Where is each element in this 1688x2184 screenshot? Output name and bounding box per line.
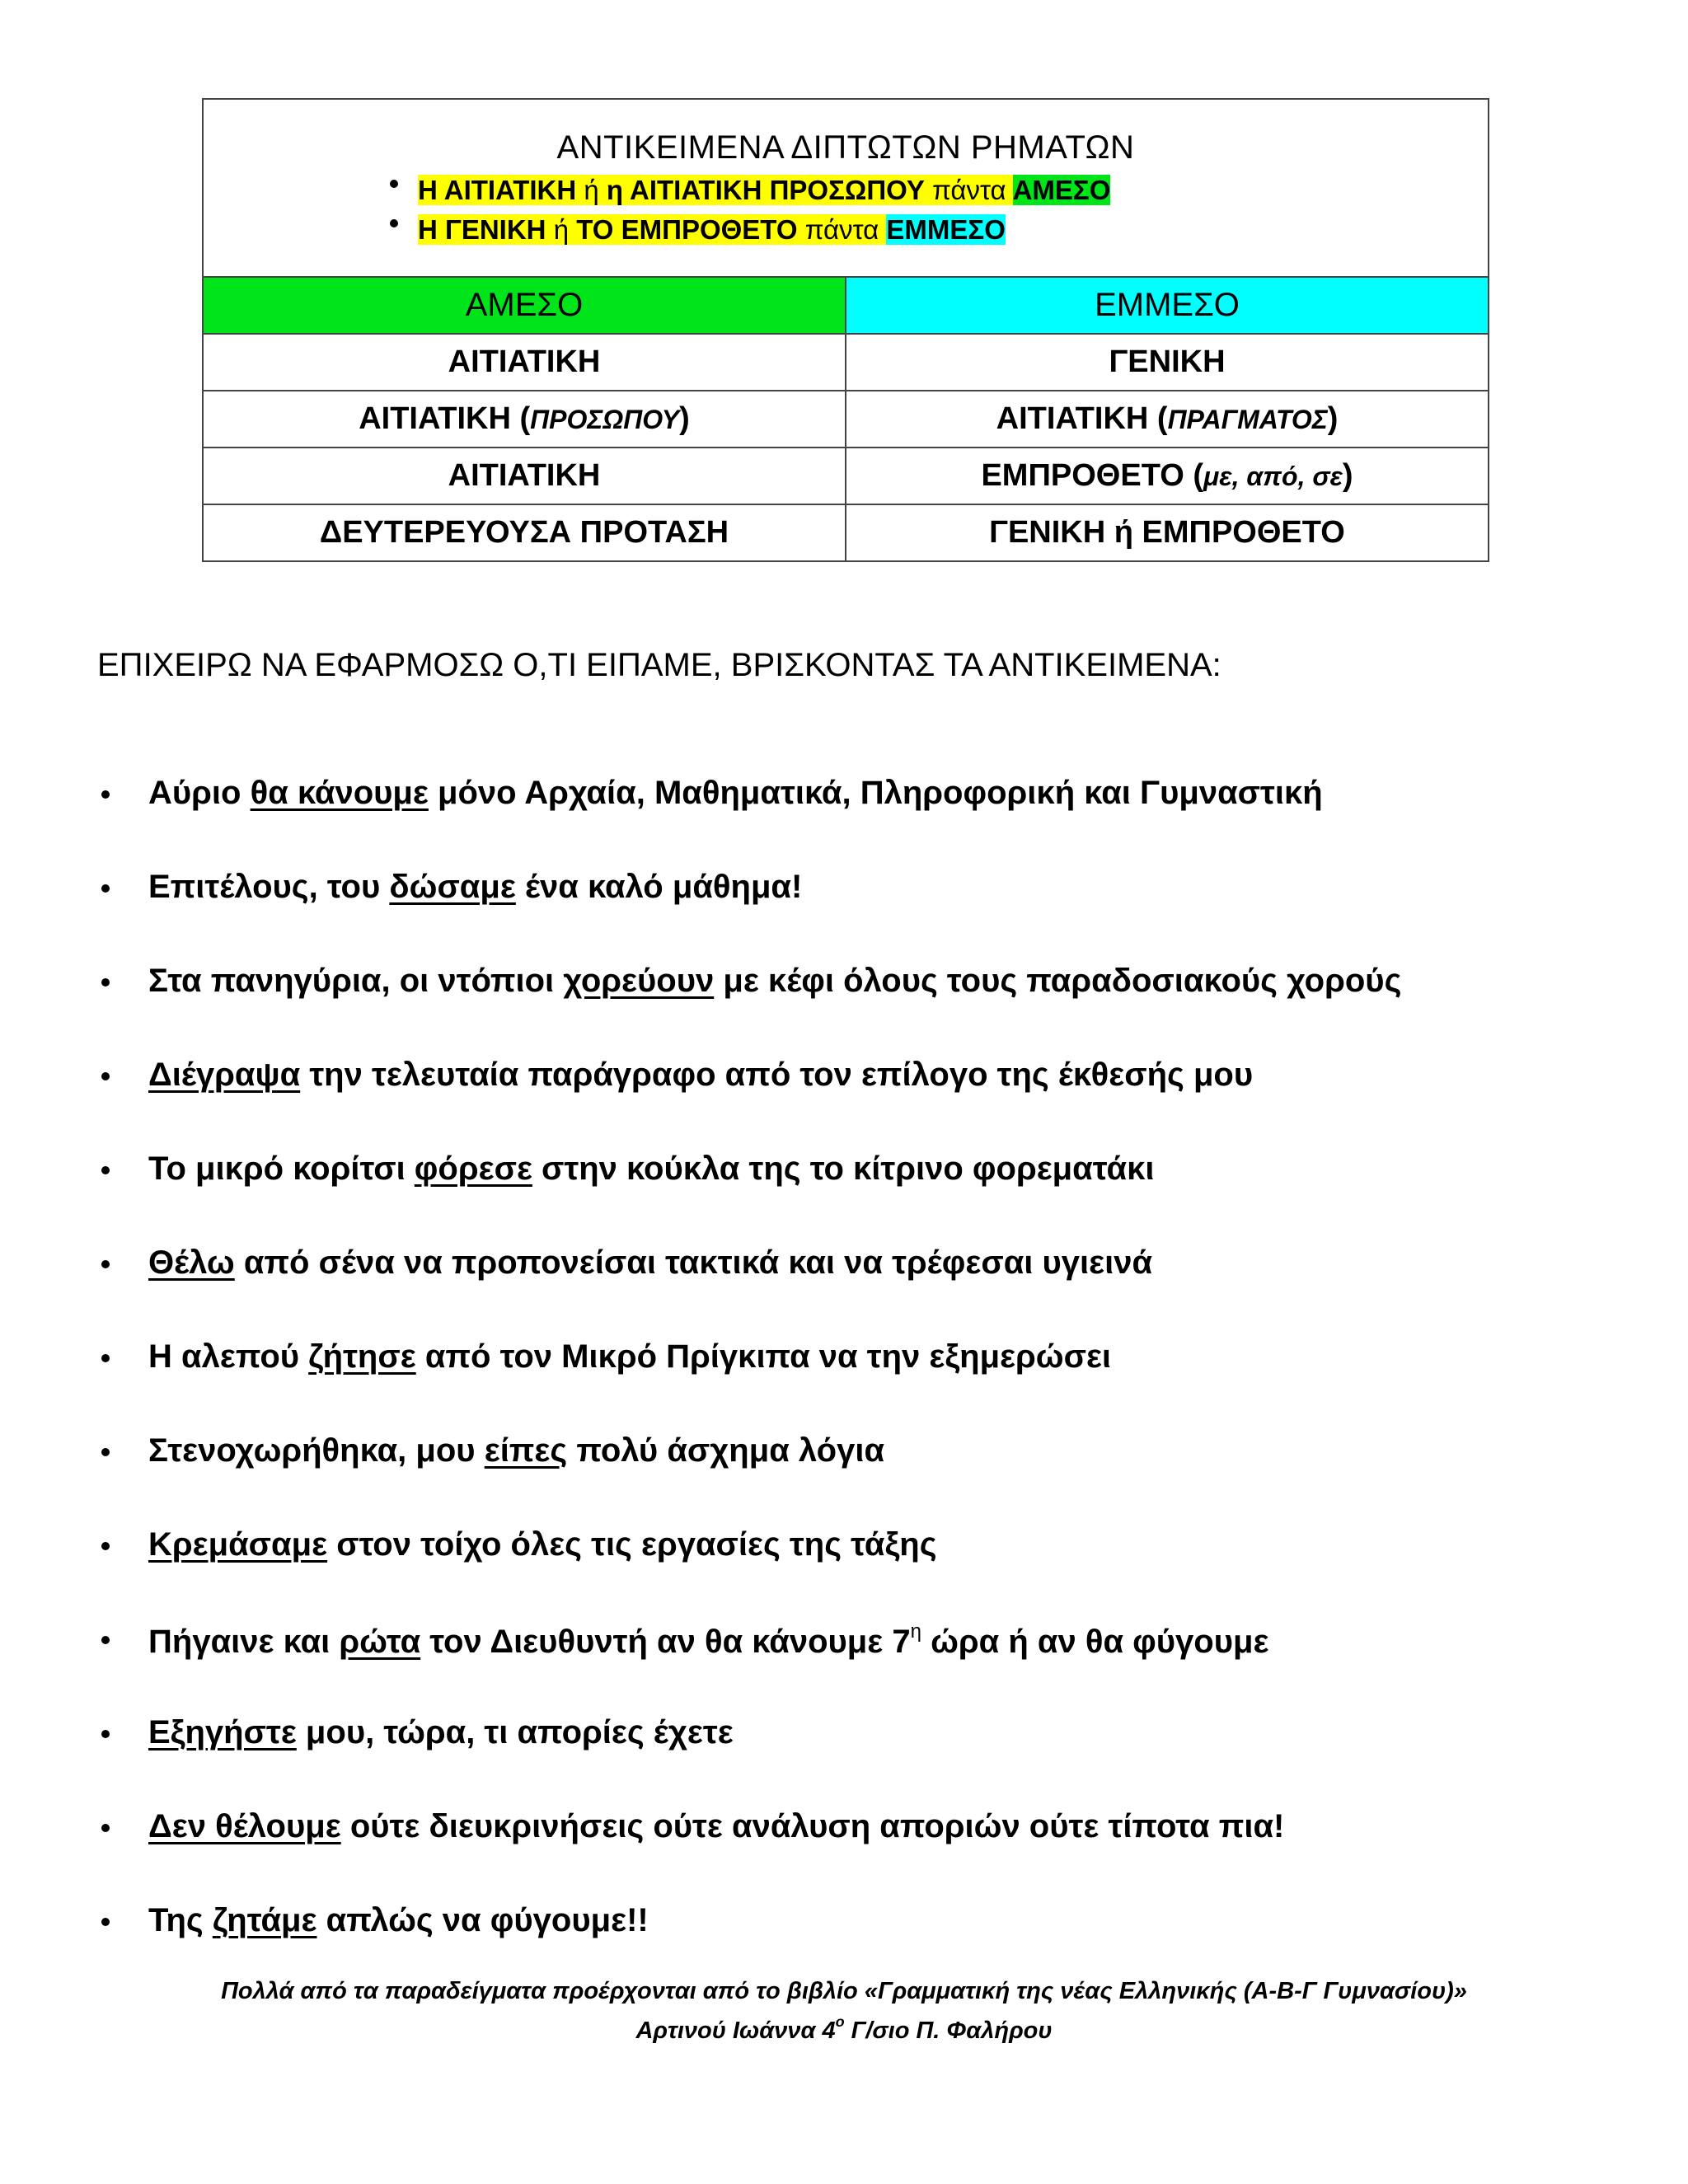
bullet-icon bbox=[101, 790, 110, 799]
verb: φόρεσε bbox=[414, 1151, 532, 1187]
direct-highlight: ΑΜΕΣΟ bbox=[1012, 175, 1111, 205]
bullet-icon bbox=[101, 1072, 110, 1080]
header-indirect: ΕΜΜΕΣΟ bbox=[846, 278, 1488, 334]
bullet-icon bbox=[390, 180, 398, 188]
bullet-icon bbox=[101, 884, 110, 893]
list-item: Δεν θέλουμε ούτε διευκρινήσεις ούτε ανάλυση αποριών ούτε τίποτα πια! bbox=[148, 1808, 1284, 1845]
list-item: Το μικρό κορίτσι φόρεσε στην κούκλα της το κίτρινο φορεματάκι bbox=[148, 1151, 1155, 1188]
exercise-instruction: ΕΠΙΧΕΙΡΩ ΝΑ ΕΦΑΡΜΟΣΩ Ο,ΤΙ ΕΙΠΑΜΕ, ΒΡΙΣΚΟΝΤΑΣ ΤΑ ΑΝΤΙΚΕΙΜΕΝΑ: bbox=[97, 647, 1221, 683]
box-header bbox=[204, 100, 1488, 278]
bullet-icon bbox=[390, 219, 398, 227]
table-cell: ΓΕΝΙΚΗ bbox=[846, 334, 1488, 391]
indirect-highlight: ΕΜΜΕΣΟ bbox=[886, 214, 1006, 245]
bullet-icon bbox=[101, 1542, 110, 1550]
box-title: ΑΝΤΙΚΕΙΜΕΝΑ ΔΙΠΤΩΤΩΝ ΡΗΜΑΤΩΝ bbox=[556, 129, 1135, 166]
table-cell: ΓΕΝΙΚΗ ή ΕΜΠΡΟΘΕΤΟ bbox=[846, 504, 1488, 560]
list-item: Πήγαινε και ρώτα τον Διευθυντή αν θα κάνουμε $7^\eta$ ώρα ή αν θα φύγουμε bbox=[148, 1620, 1268, 1661]
table-row bbox=[204, 391, 1488, 448]
list-item: Θέλω από σένα να προπονείσαι τακτικά και να τρέφεσαι υγιεινά bbox=[148, 1244, 1152, 1282]
bullet-icon bbox=[101, 978, 110, 987]
bullet-icon bbox=[101, 1166, 110, 1174]
verb: Δεν θέλουμε bbox=[148, 1808, 341, 1844]
table-cell: ΑΙΤΙΑΤΙΚΗ bbox=[204, 448, 846, 504]
verb: Κρεμάσαμε bbox=[148, 1526, 328, 1563]
list-item: Στα πανηγύρια, οι ντόπιοι χορεύουν με κέφι όλους τους παραδοσιακούς χορούς bbox=[148, 963, 1401, 1000]
list-item: Διέγραψα την τελευταία παράγραφο από τον επίλογο της έκθεσής μου bbox=[148, 1057, 1253, 1094]
rule-text: Η ΑΙΤΙΑΤΙΚΗ bbox=[418, 175, 577, 205]
verb: ζητάμε bbox=[212, 1902, 317, 1938]
footer-source: Πολλά από τα παραδείγματα προέρχονται από το βιβλίο «Γραμματική της νέας Ελληνικής (Α-Β-Γ Γυμνασίου)» bbox=[221, 1978, 1467, 2004]
grammar-box bbox=[202, 98, 1489, 562]
bullet-icon bbox=[101, 1448, 110, 1456]
objects-table bbox=[204, 278, 1488, 560]
table-row bbox=[204, 504, 1488, 560]
table-row bbox=[204, 334, 1488, 391]
rule-indirect: Η ΓΕΝΙΚΗ ή ΤΟ ΕΜΠΡΟΘΕΤΟ πάντα ΕΜΜΕΣΟ bbox=[418, 214, 1006, 246]
list-item: Στενοχωρήθηκα, μου είπες πολύ άσχημα λόγια bbox=[148, 1432, 884, 1469]
bullet-icon bbox=[101, 1824, 110, 1832]
verb: δώσαμε bbox=[389, 869, 516, 905]
bullet-icon bbox=[101, 1636, 110, 1644]
list-item: Επιτέλους, του δώσαμε ένα καλό μάθημα! bbox=[148, 869, 802, 906]
rule-direct: Η ΑΙΤΙΑΤΙΚΗ ή η ΑΙΤΙΑΤΙΚΗ ΠΡΟΣΩΠΟΥ πάντα ΑΜΕΣΟ bbox=[418, 175, 1110, 206]
verb: Διέγραψα bbox=[148, 1057, 301, 1093]
table-cell: ΑΙΤΙΑΤΙΚΗ (ΠΡΑΓΜΑΤΟΣ) bbox=[846, 391, 1488, 448]
verb: θα κάνουμε bbox=[250, 775, 429, 811]
bullet-icon bbox=[101, 1260, 110, 1268]
table-header-row bbox=[204, 278, 1488, 334]
list-item: Αύριο θα κάνουμε μόνο Αρχαία, Μαθηματικά, Πληροφορική και Γυμναστική bbox=[148, 775, 1323, 812]
table-row bbox=[204, 448, 1488, 504]
list-item: Κρεμάσαμε στον τοίχο όλες τις εργασίες της τάξης bbox=[148, 1526, 937, 1563]
verb: ζήτησε bbox=[308, 1338, 416, 1375]
bullet-icon bbox=[101, 1354, 110, 1362]
footer-author: Αρτινού Ιωάννα $4^o$ Γ/σιο Π. Φαλήρου bbox=[635, 2013, 1053, 2044]
list-item: Της ζητάμε απλώς να φύγουμε!! bbox=[148, 1902, 649, 1939]
bullet-icon bbox=[101, 1918, 110, 1926]
list-item: Η αλεπού ζήτησε από τον Μικρό Πρίγκιπα να την εξημερώσει bbox=[148, 1338, 1111, 1376]
verb: Θέλω bbox=[148, 1244, 235, 1281]
table-cell: ΑΙΤΙΑΤΙΚΗ (ΠΡΟΣΩΠΟΥ) bbox=[204, 391, 846, 448]
list-item: Εξηγήστε μου, τώρα, τι απορίες έχετε bbox=[148, 1714, 734, 1751]
rule-text: Η ΓΕΝΙΚΗ bbox=[418, 214, 546, 245]
verb: Εξηγήστε bbox=[148, 1714, 297, 1750]
bullet-icon bbox=[101, 1730, 110, 1738]
verb: είπες bbox=[484, 1432, 568, 1469]
header-direct: ΑΜΕΣΟ bbox=[204, 278, 846, 334]
table-cell: ΑΙΤΙΑΤΙΚΗ bbox=[204, 334, 846, 391]
verb: ρώτα bbox=[339, 1624, 421, 1660]
verb: χορεύουν bbox=[563, 963, 715, 999]
table-cell: ΔΕΥΤΕΡΕΥΟΥΣΑ ΠΡΟΤΑΣΗ bbox=[204, 504, 846, 560]
table-cell: ΕΜΠΡΟΘΕΤΟ (με, από, σε) bbox=[846, 448, 1488, 504]
